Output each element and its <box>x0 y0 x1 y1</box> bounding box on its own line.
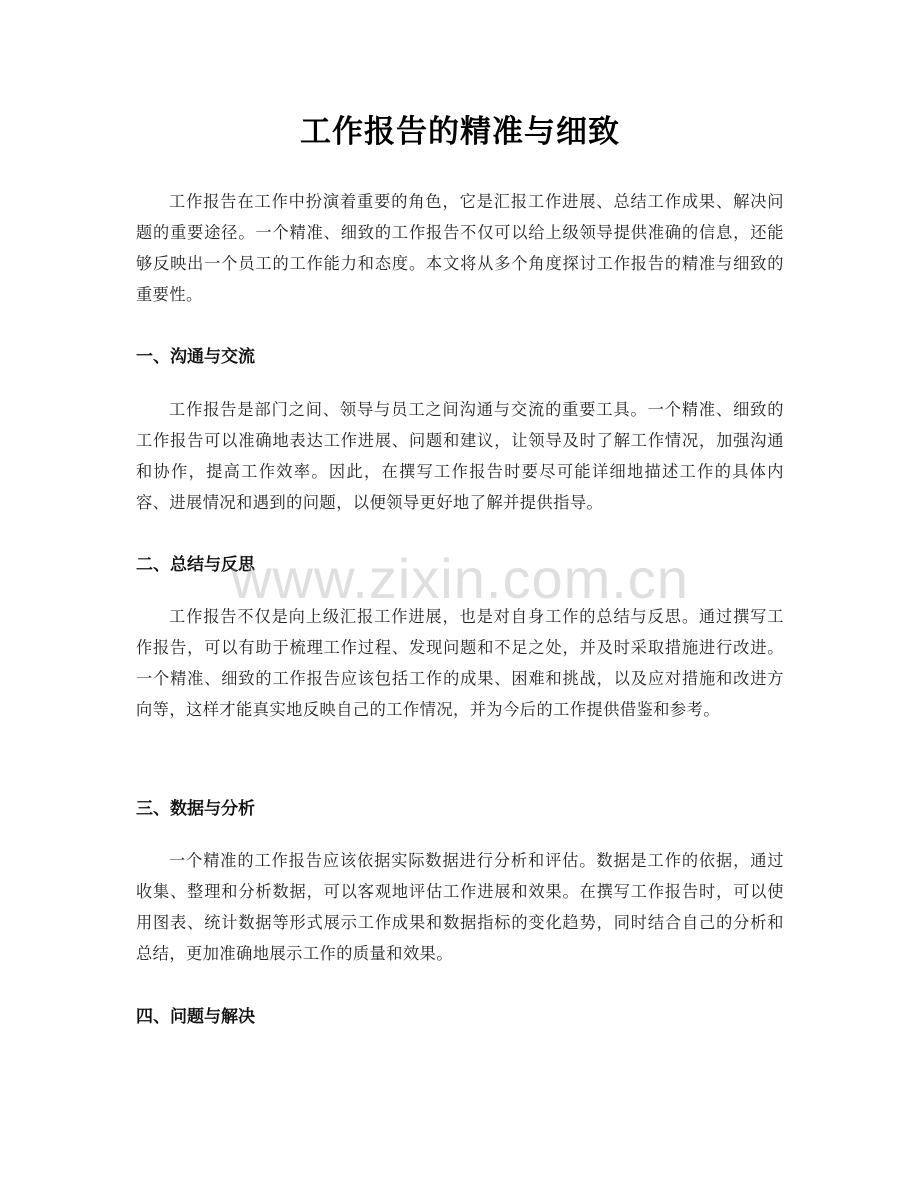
section-heading-data: 三、数据与分析 <box>136 799 255 819</box>
section-heading-problems: 四、问题与解决 <box>136 1007 255 1027</box>
document-title: 工作报告的精准与细致 <box>300 114 620 150</box>
section-body-communication: 工作报告是部门之间、领导与员工之间沟通与交流的重要工具。一个精准、细致的工作报告可以准确地表达工作进展、问题和建议，让领导及时了解工作情况，加强沟通和协作，提高工作效率。因此，在撰写工作报告时要尽可能详细地描述工作的具体内容、进展情况和遇到的问题，以便领导更好地了解并提供指导。 <box>136 400 784 512</box>
section-heading-communication: 一、沟通与交流 <box>136 347 255 367</box>
section-body-summary: 工作报告不仅是向上级汇报工作进展，也是对自身工作的总结与反思。通过撰写工作报告，可以有助于梳理工作过程、发现问题和不足之处，并及时采取措施进行改进。一个精准、细致的工作报告应该包括工作的成果、困难和挑战，以及应对措施和改进方向等，这样才能真实地反映自己的工作情况，并为今后的工作提供借鉴和参考。 <box>136 607 784 719</box>
intro-paragraph: 工作报告在工作中扮演着重要的角色，它是汇报工作进展、总结工作成果、解决问题的重要途径。一个精准、细致的工作报告不仅可以给上级领导提供准确的信息，还能够反映出一个员工的工作能力和态度。本文将从多个角度探讨工作报告的精准与细致的重要性。 <box>136 192 784 304</box>
section-heading-summary: 二、总结与反思 <box>136 555 255 575</box>
section-body-data: 一个精准的工作报告应该依据实际数据进行分析和评估。数据是工作的依据，通过收集、整理和分析数据，可以客观地评估工作进展和效果。在撰写工作报告时，可以使用图表、统计数据等形式展示工作成果和数据指标的变化趋势，同时结合自己的分析和总结，更加准确地展示工作的质量和效果。 <box>136 851 784 963</box>
watermark: www.zixin.com.cn <box>231 547 689 610</box>
